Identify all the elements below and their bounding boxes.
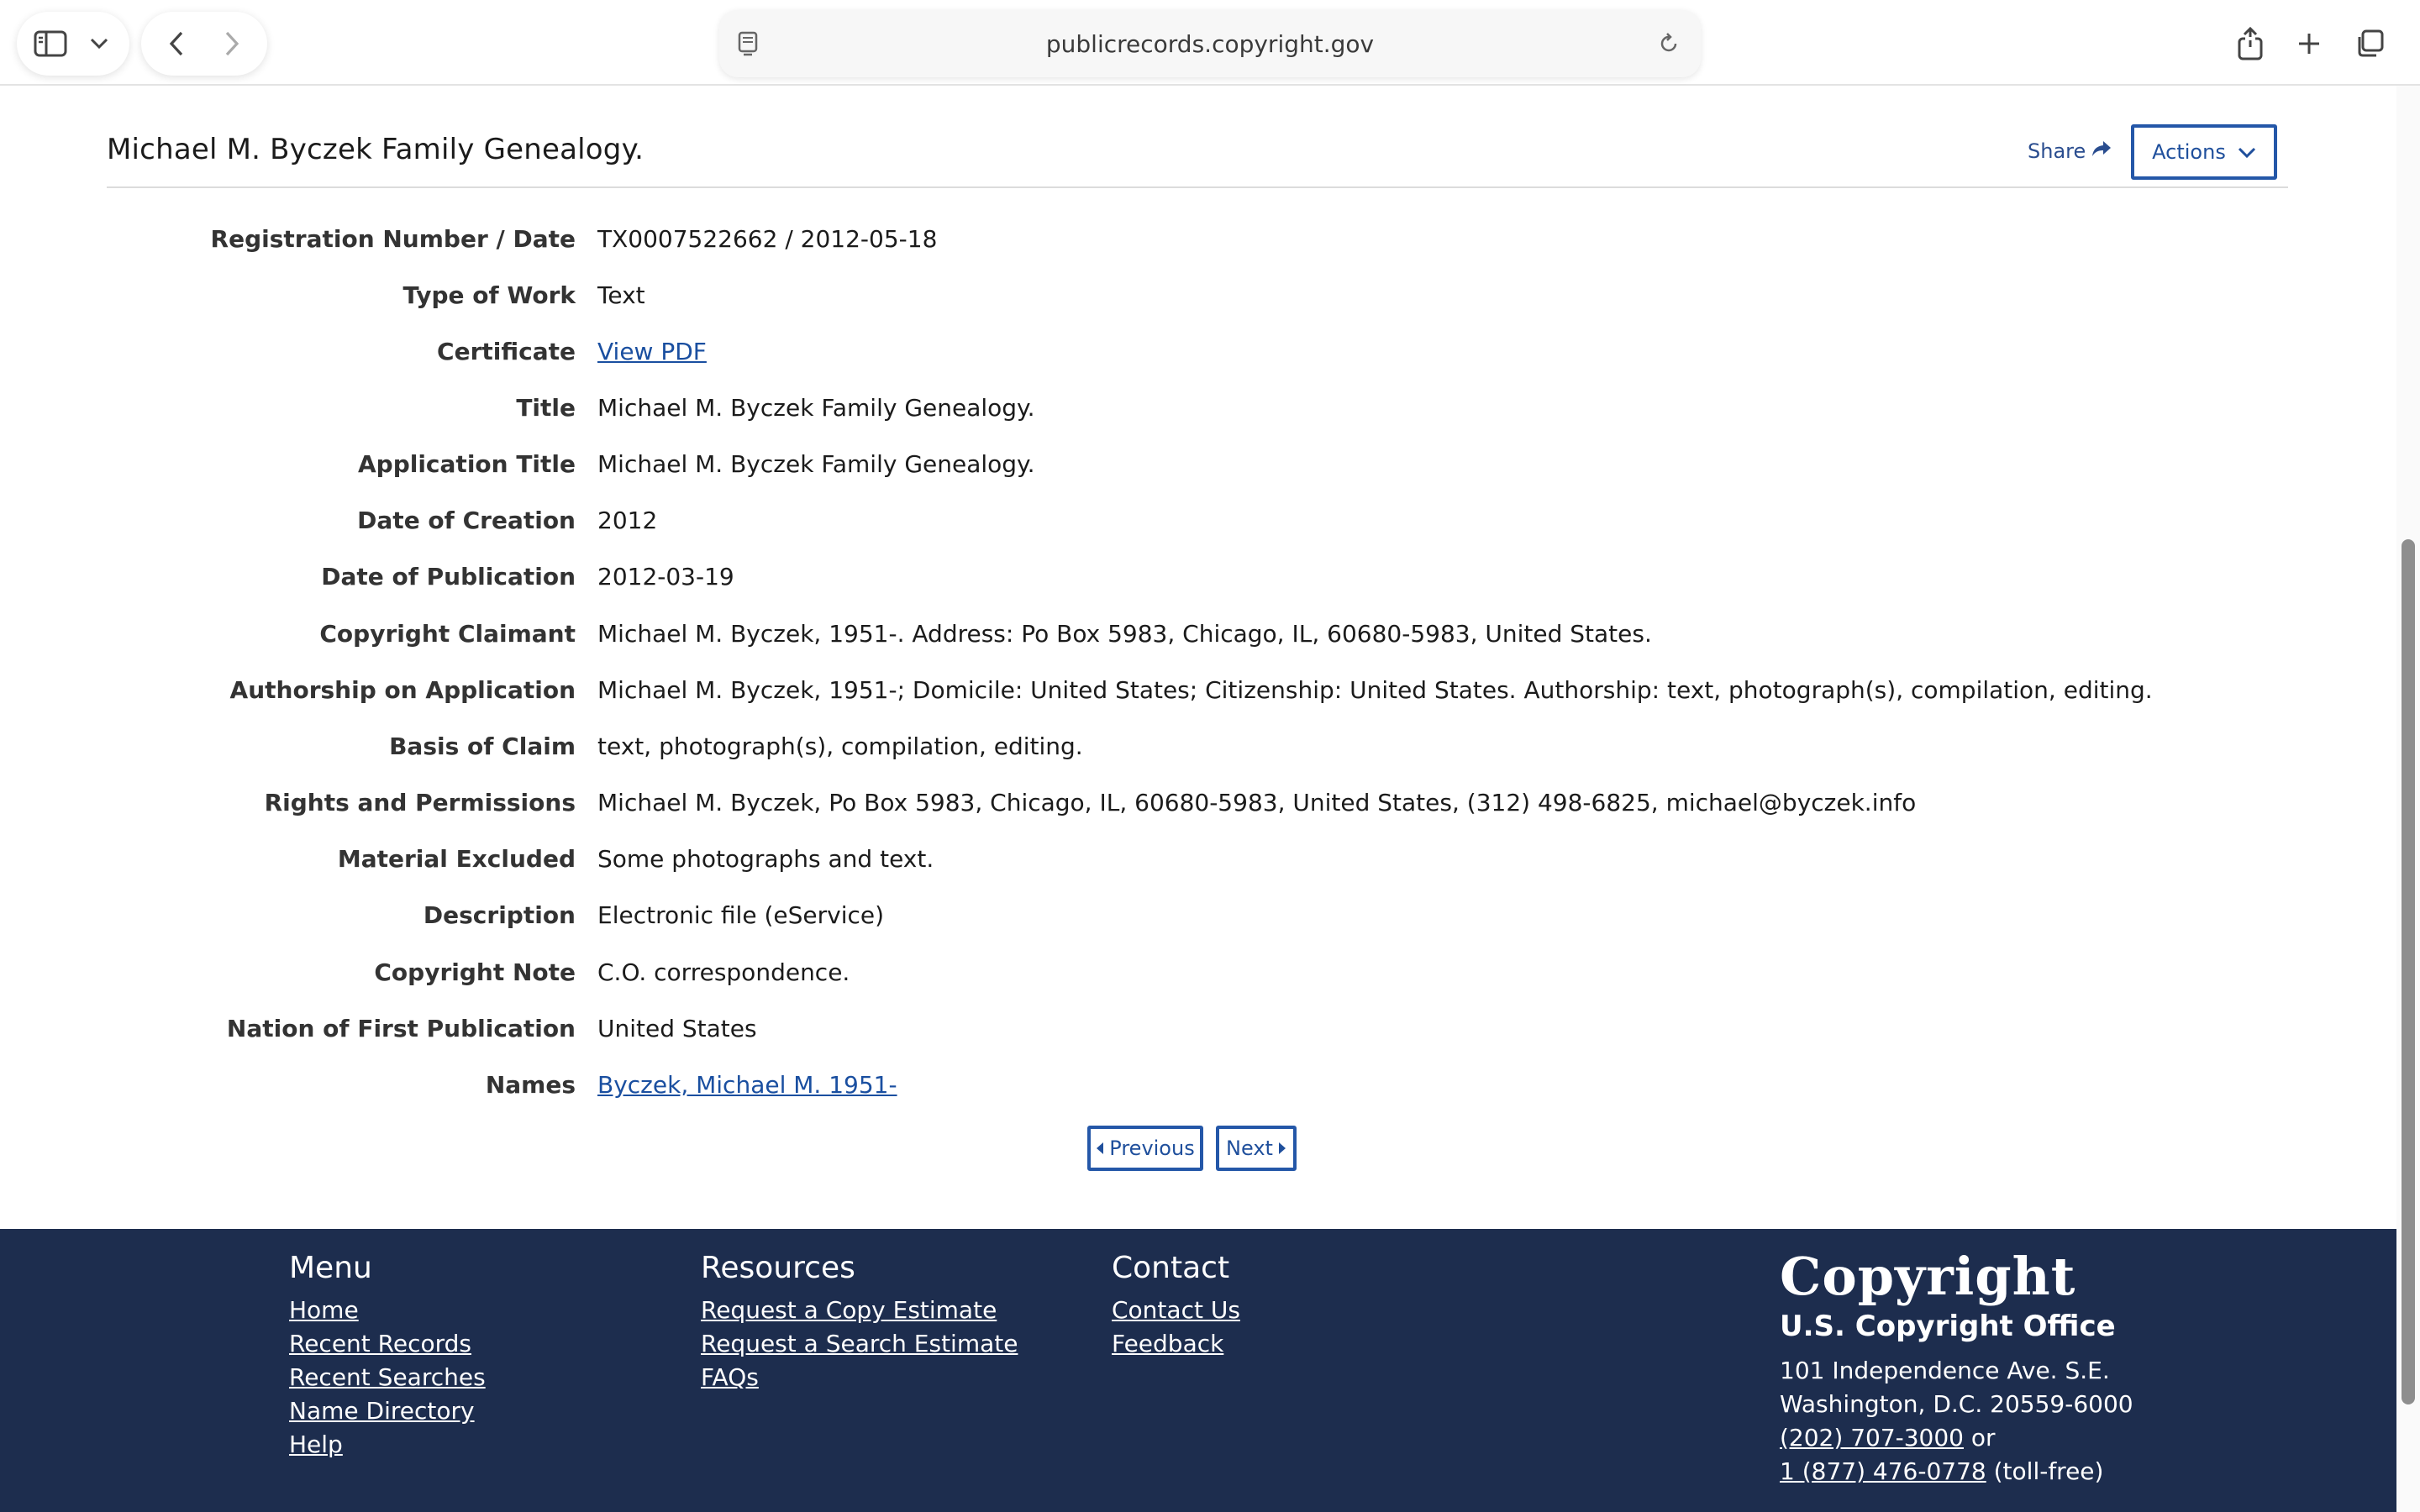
field-value: text, photograph(s), compilation, editing.: [597, 732, 1083, 760]
field-value: C.O. correspondence.: [597, 958, 850, 986]
chevron-down-icon: [2238, 140, 2256, 164]
field-label: Date of Publication: [321, 563, 576, 591]
caret-left-icon: [1096, 1137, 1104, 1160]
copyright-office-logo[interactable]: Copyright: [1780, 1246, 2076, 1307]
field-row-certificate: [0, 338, 2185, 380]
field-value: Michael M. Byczek, Po Box 5983, Chicago, IL, 60680-5983, United States, (312) 498-6825, michael@byczek.info: [597, 789, 1917, 816]
field-value: 2012-03-19: [597, 563, 734, 591]
field-value: Some photographs and text.: [597, 845, 934, 873]
share-link[interactable]: [2028, 139, 2112, 163]
field-label: Nation of First Publication: [226, 1015, 576, 1042]
actions-dropdown-button[interactable]: [2131, 124, 2277, 180]
address-bar[interactable]: [719, 10, 1701, 77]
field-label: Registration Number / Date: [210, 225, 576, 253]
field-label: Copyright Note: [374, 958, 576, 986]
field-value: Electronic file (eService): [597, 901, 885, 929]
field-value: Michael M. Byczek Family Genealogy.: [597, 394, 1035, 422]
field-label: Description: [423, 901, 576, 929]
office-phone-suffix: or: [1970, 1424, 1996, 1452]
field-row-copyright-note: [0, 958, 2185, 1000]
footer-link-contact-us[interactable]: Contact Us: [1112, 1296, 1240, 1324]
previous-button[interactable]: [1087, 1126, 1203, 1171]
footer-link-copy-estimate[interactable]: Request a Copy Estimate: [701, 1296, 997, 1324]
sidebar-toggle-icon[interactable]: [30, 25, 71, 62]
field-row-description: [0, 901, 2185, 943]
scrollbar-thumb[interactable]: [2402, 539, 2415, 1404]
caret-right-icon: [1278, 1137, 1286, 1160]
field-label: Title: [516, 394, 576, 422]
field-value: TX0007522662 / 2012-05-18: [597, 225, 938, 253]
footer-link-recent-records[interactable]: Recent Records: [289, 1330, 471, 1357]
field-row-rights-and-permissions: [0, 789, 2185, 831]
field-label: Date of Creation: [357, 507, 576, 534]
url-text: publicrecords.copyright.gov: [1045, 30, 1375, 58]
field-value: [597, 338, 707, 365]
office-name: U.S. Copyright Office: [1780, 1310, 2116, 1343]
field-label: Certificate: [437, 338, 576, 365]
next-label: Next: [1226, 1137, 1273, 1160]
field-row-basis-of-claim: [0, 732, 2185, 774]
footer-link-home[interactable]: Home: [289, 1296, 359, 1324]
field-row-date-of-creation: [0, 507, 2185, 549]
office-tollfree-suffix: (toll-free): [1993, 1457, 2104, 1485]
actions-label: Actions: [2152, 140, 2226, 164]
field-label: Authorship on Application: [229, 676, 576, 704]
field-row-names: [0, 1071, 2185, 1113]
field-label: Copyright Claimant: [319, 620, 576, 648]
new-tab-plus-icon[interactable]: [2291, 25, 2328, 62]
field-label: Names: [485, 1071, 576, 1099]
footer-contact-heading: Contact: [1112, 1251, 1230, 1285]
field-value: Michael M. Byczek, 1951-; Domicile: United States; Citizenship: United States. Authorship: text, photograph(s), compilation, editing.: [597, 676, 2153, 704]
field-row-registration: [0, 225, 2185, 267]
field-value: [597, 1071, 897, 1099]
office-tollfree-link[interactable]: 1 (877) 476-0778: [1780, 1457, 1986, 1485]
record-title: Michael M. Byczek Family Genealogy.: [107, 133, 644, 166]
office-phone-line: [1780, 1424, 1996, 1452]
browser-toolbar: [0, 0, 2420, 86]
office-tollfree-line: [1780, 1457, 2103, 1485]
field-label: Type of Work: [402, 281, 576, 309]
reload-icon[interactable]: [1654, 29, 1684, 59]
field-row-application-title: [0, 450, 2185, 492]
history-controls: [141, 12, 267, 76]
share-label: Share: [2028, 139, 2086, 163]
footer-link-feedback[interactable]: Feedback: [1112, 1330, 1224, 1357]
next-button[interactable]: [1216, 1126, 1297, 1171]
share-arrow-icon: [2091, 139, 2112, 163]
view-pdf-link[interactable]: View PDF: [597, 338, 707, 365]
field-row-material-excluded: [0, 845, 2185, 887]
field-row-copyright-claimant: [0, 620, 2185, 662]
office-phone-link[interactable]: (202) 707-3000: [1780, 1424, 1964, 1452]
footer-link-search-estimate[interactable]: Request a Search Estimate: [701, 1330, 1018, 1357]
footer-menu-heading: Menu: [289, 1251, 372, 1285]
footer-resources-heading: Resources: [701, 1251, 855, 1285]
field-label: Rights and Permissions: [264, 789, 576, 816]
tab-overview-icon[interactable]: [2351, 25, 2388, 62]
field-row-title: [0, 394, 2185, 436]
chevron-down-icon[interactable]: [84, 29, 114, 59]
forward-arrow-icon[interactable]: [215, 27, 249, 60]
title-divider: [107, 186, 2288, 188]
field-row-type-of-work: [0, 281, 2185, 323]
site-footer: [0, 1229, 2396, 1512]
field-value: Michael M. Byczek Family Genealogy.: [597, 450, 1035, 478]
footer-link-faqs[interactable]: FAQs: [701, 1363, 759, 1391]
field-label: Basis of Claim: [389, 732, 576, 760]
footer-link-name-directory[interactable]: Name Directory: [289, 1397, 475, 1425]
field-row-authorship: [0, 676, 2185, 718]
field-value: Michael M. Byczek, 1951-. Address: Po Box 5983, Chicago, IL, 60680-5983, United States.: [597, 620, 1652, 648]
name-link[interactable]: Byczek, Michael M. 1951-: [597, 1071, 897, 1099]
office-address-line2: Washington, D.C. 20559-6000: [1780, 1390, 2133, 1418]
field-label: Application Title: [357, 450, 576, 478]
field-label: Material Excluded: [337, 845, 576, 873]
field-row-nation-of-first-publication: [0, 1015, 2185, 1057]
share-icon[interactable]: [2232, 24, 2269, 64]
footer-link-recent-searches[interactable]: Recent Searches: [289, 1363, 486, 1391]
field-row-date-of-publication: [0, 563, 2185, 605]
field-value: United States: [597, 1015, 757, 1042]
field-value: Text: [597, 281, 645, 309]
office-address-line1: 101 Independence Ave. S.E.: [1780, 1357, 2110, 1384]
field-value: 2012: [597, 507, 658, 534]
back-arrow-icon[interactable]: [160, 27, 193, 60]
page-scrollbar[interactable]: [2396, 86, 2420, 1512]
footer-link-help[interactable]: Help: [289, 1431, 343, 1458]
sidebar-controls: [17, 12, 129, 76]
previous-label: Previous: [1109, 1137, 1195, 1160]
